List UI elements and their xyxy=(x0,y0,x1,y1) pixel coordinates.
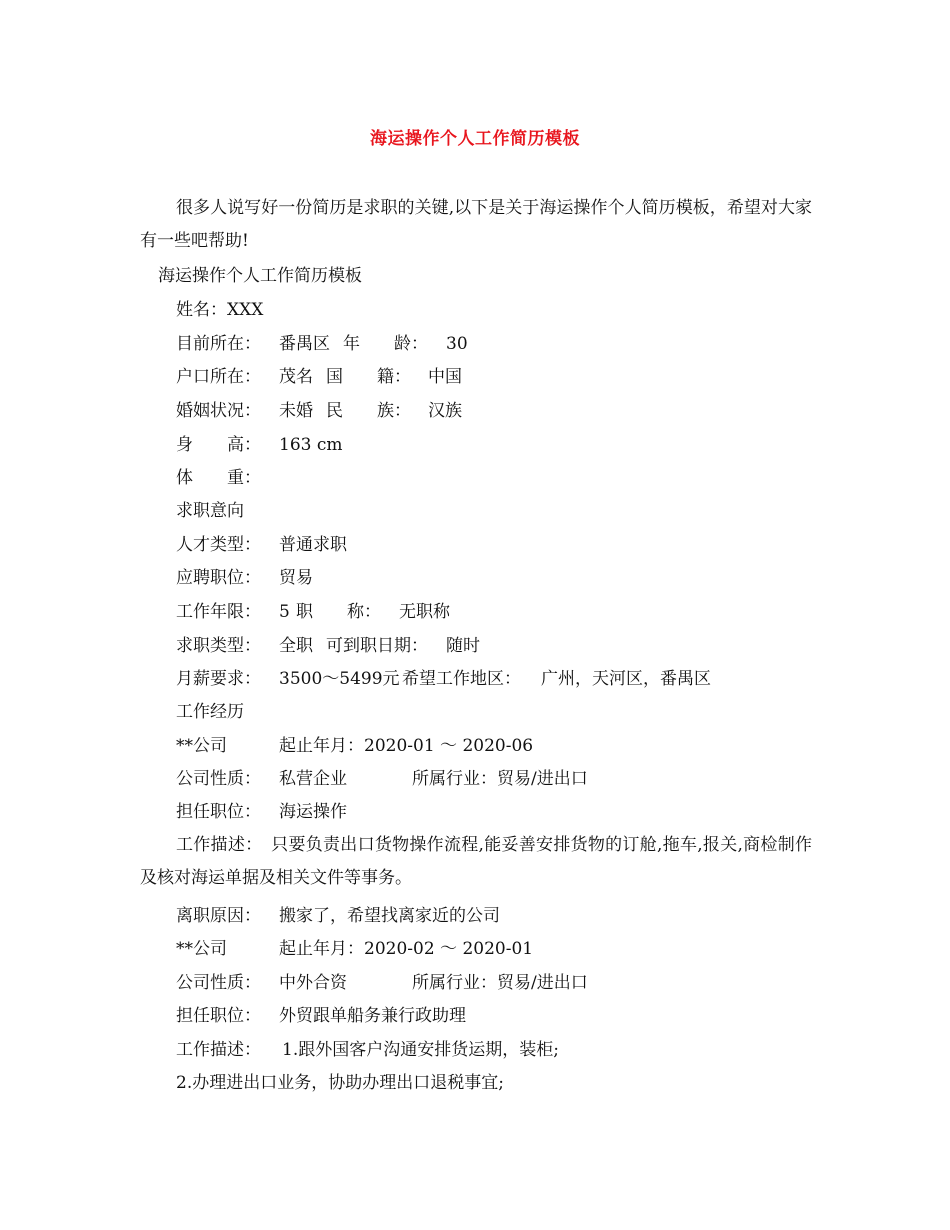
job1-nature-value: 私营企业 xyxy=(279,769,347,789)
position-value: 贸易 xyxy=(279,568,313,588)
location-value: 番禺区 xyxy=(279,334,330,354)
type-label: 求职类型： xyxy=(176,636,261,656)
job1-period: 起止年月：2020-01 ～ 2020-06 xyxy=(279,736,534,756)
position-label: 应聘职位： xyxy=(176,568,261,588)
start-value: 随时 xyxy=(446,636,480,656)
document-title: 海运操作个人工作简历模板 xyxy=(370,129,580,149)
age-value: 30 xyxy=(446,334,468,354)
job2-period: 起止年月：2020-02 ～ 2020-01 xyxy=(279,939,534,959)
job2-role-label: 担任职位： xyxy=(176,1006,261,1026)
job2-desc-label: 工作描述： xyxy=(176,1040,261,1060)
job1-company: **公司 xyxy=(176,736,227,756)
weight-label: 体 重： xyxy=(176,468,261,488)
job1-leave-label: 离职原因： xyxy=(176,906,261,926)
job1-industry: 所属行业：贸易/进出口 xyxy=(412,769,588,789)
job1-leave-value: 搬家了，希望找离家近的公司 xyxy=(279,906,500,926)
job1-role-value: 海运操作 xyxy=(279,802,347,822)
hukou-value: 茂名 xyxy=(279,367,313,387)
marital-label: 婚姻状况： xyxy=(176,401,261,421)
salary-label: 月薪要求： xyxy=(176,669,261,689)
type-value: 全职 xyxy=(279,636,313,656)
talent-label: 人才类型： xyxy=(176,535,261,555)
name-line: 姓名：XXX xyxy=(176,300,264,320)
job2-desc-2: 2.办理进出口业务，协助办理出口退税事宜; xyxy=(176,1073,504,1093)
job2-nature-label: 公司性质： xyxy=(176,973,261,993)
years-value: 5 xyxy=(279,602,290,622)
job2-industry: 所属行业：贸易/进出口 xyxy=(412,973,588,993)
intro-paragraph: 很多人说写好一份简历是求职的关键,以下是关于海运操作个人简历模板，希望对大家有一些吧帮助! xyxy=(140,198,812,251)
job2-nature-value: 中外合资 xyxy=(279,973,347,993)
ethnicity-value: 汉族 xyxy=(428,401,462,421)
job2-role-value: 外贸跟单船务兼行政助理 xyxy=(279,1006,466,1026)
start-label: 可到职日期： xyxy=(326,636,428,656)
ethnicity-label: 民 族： xyxy=(326,401,411,421)
area-label: 希望工作地区： xyxy=(402,669,521,689)
area-value: 广州，天河区，番禺区 xyxy=(541,669,711,689)
job2-company: **公司 xyxy=(176,939,227,959)
age-label: 年 龄： xyxy=(343,334,428,354)
job1-description: 工作描述： 只要负责出口货物操作流程,能妥善安排货物的订舱,拖车,报关,商检制作及核对海运单据及相关文件等事务。 xyxy=(140,835,812,888)
nationality-label: 国 籍： xyxy=(326,367,411,387)
job1-nature-label: 公司性质： xyxy=(176,769,261,789)
salary-value: 3500～5499元 xyxy=(279,669,400,689)
job2-desc-1: 1.跟外国客户沟通安排货运期，装柜; xyxy=(282,1040,559,1060)
years-label: 工作年限： xyxy=(176,602,261,622)
hukou-label: 户口所在： xyxy=(176,367,261,387)
talent-value: 普通求职 xyxy=(279,535,347,555)
intention-heading: 求职意向 xyxy=(176,501,244,521)
job-title-label: 职 称： xyxy=(296,602,381,622)
nationality-value: 中国 xyxy=(428,367,462,387)
job1-role-label: 担任职位： xyxy=(176,802,261,822)
subtitle: 海运操作个人工作简历模板 xyxy=(158,266,362,286)
height-label: 身 高： xyxy=(176,435,261,455)
location-label: 目前所在： xyxy=(176,334,261,354)
marital-value: 未婚 xyxy=(279,401,313,421)
height-value: 163 cm xyxy=(279,435,343,455)
experience-heading: 工作经历 xyxy=(176,702,244,722)
job-title-value: 无职称 xyxy=(399,602,450,622)
